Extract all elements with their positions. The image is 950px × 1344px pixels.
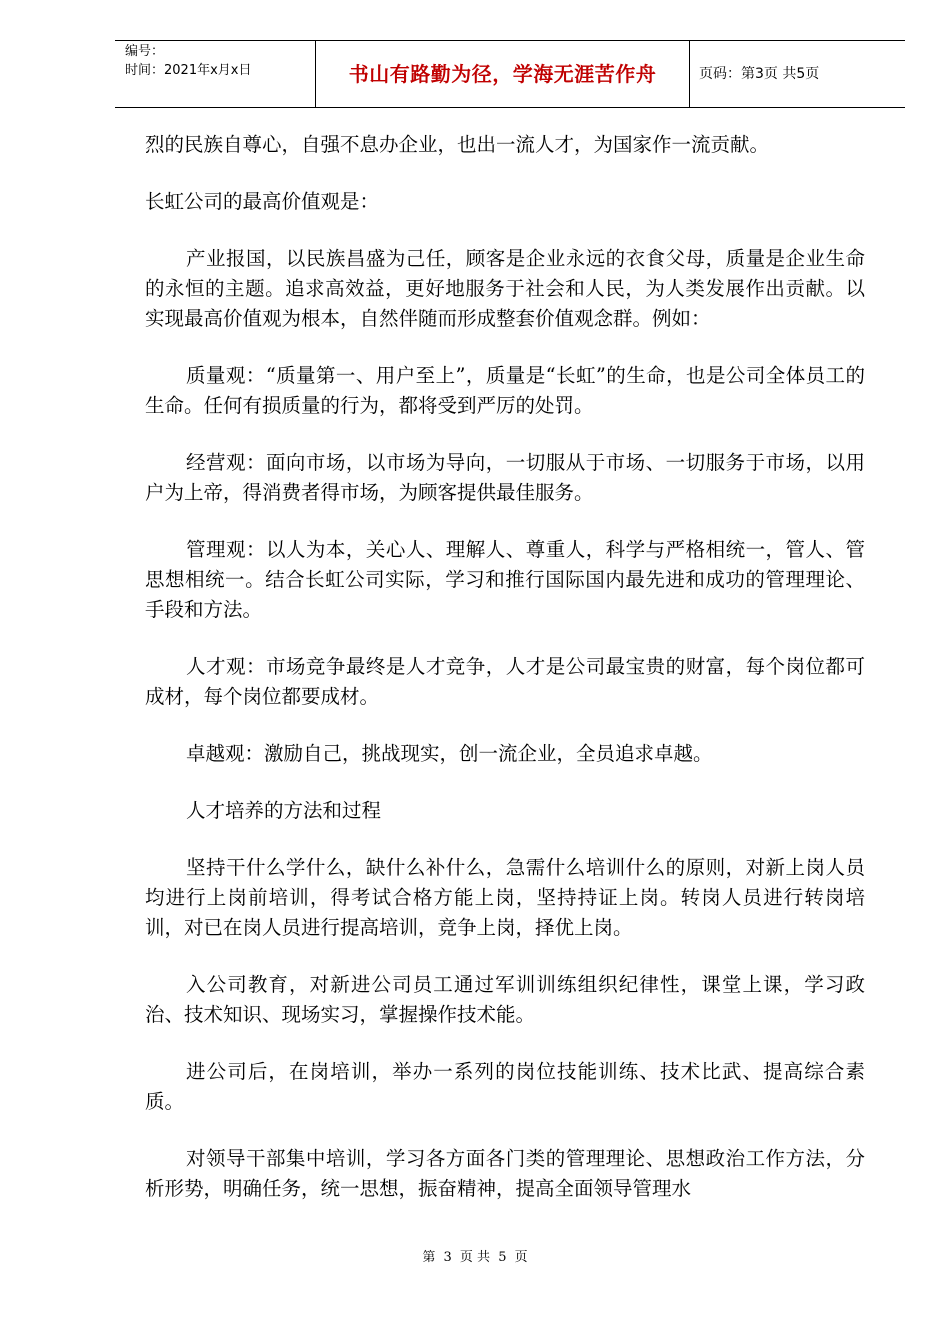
paragraph: 质量观：“质量第一、用户至上”，质量是“长虹”的生命，也是公司全体员工的生命。任何有损质量的行为，都将受到严厉的处罚。 <box>145 364 865 417</box>
document-date: 时间：2021年x月x日 <box>125 63 252 78</box>
header-page-info: 页码：第3页 共5页 <box>699 66 820 82</box>
document-body <box>145 130 865 1231</box>
paragraph: 产业报国，以民族昌盛为己任，顾客是企业永远的衣食父母，质量是企业生命的永恒的主题。追求高效益，更好地服务于社会和人民，为人类发展作出贡献。以实现最高价值观为根本，自然伴随而形成整套价值观念群。例如： <box>145 247 865 330</box>
footer-middle: 页 共 <box>459 1250 491 1265</box>
footer-prefix: 第 <box>422 1250 436 1265</box>
page-header <box>115 40 905 108</box>
paragraph: 坚持干什么学什么，缺什么补什么，急需什么培训什么的原则，对新上岗人员均进行上岗前培训，得考试合格方能上岗，坚持持证上岗。转岗人员进行转岗培训，对已在岗人员进行提高培训，竞争上岗，择优上岗。 <box>145 856 865 939</box>
footer-total-pages: 5 <box>498 1250 507 1265</box>
paragraph: 管理观：以人为本，关心人、理解人、尊重人，科学与严格相统一，管人、管思想相统一。结合长虹公司实际，学习和推行国际国内最先进和成功的管理理论、手段和方法。 <box>145 538 865 621</box>
paragraph: 对领导干部集中培训，学习各方面各门类的管理理论、思想政治工作方法，分析形势，明确任务，统一思想，振奋精神，提高全面领导管理水 <box>145 1147 865 1200</box>
paragraph: 卓越观：激励自己，挑战现实，创一流企业，全员追求卓越。 <box>186 742 713 765</box>
header-motto: 书山有路勤为径，学海无涯苦作舟 <box>348 62 657 86</box>
section-heading: 人才培养的方法和过程 <box>186 799 382 822</box>
paragraph: 人才观：市场竞争最终是人才竞争，人才是公司最宝贵的财富，每个岗位都可成材，每个岗位都要成材。 <box>145 655 865 708</box>
header-divider <box>689 41 690 107</box>
paragraph: 经营观：面向市场，以市场为导向，一切服从于市场、一切服务于市场，以用户为上帝，得消费者得市场，为顾客提供最佳服务。 <box>145 451 865 504</box>
paragraph: 入公司教育，对新进公司员工通过军训训练组织纪律性，课堂上课，学习政治、技术知识、现场实习，掌握操作技术能。 <box>145 973 865 1026</box>
document-number-label: 编号： <box>125 44 165 59</box>
footer-current-page: 3 <box>443 1250 452 1265</box>
footer-suffix: 页 <box>514 1250 528 1265</box>
paragraph: 烈的民族自尊心，自强不息办企业，也出一流人才，为国家作一流贡献。 <box>145 133 770 156</box>
page-footer <box>0 1246 950 1265</box>
paragraph: 进公司后，在岗培训，举办一系列的岗位技能训练、技术比武、提高综合素质。 <box>145 1060 865 1113</box>
paragraph: 长虹公司的最高价值观是： <box>145 190 380 213</box>
header-meta <box>115 41 315 107</box>
